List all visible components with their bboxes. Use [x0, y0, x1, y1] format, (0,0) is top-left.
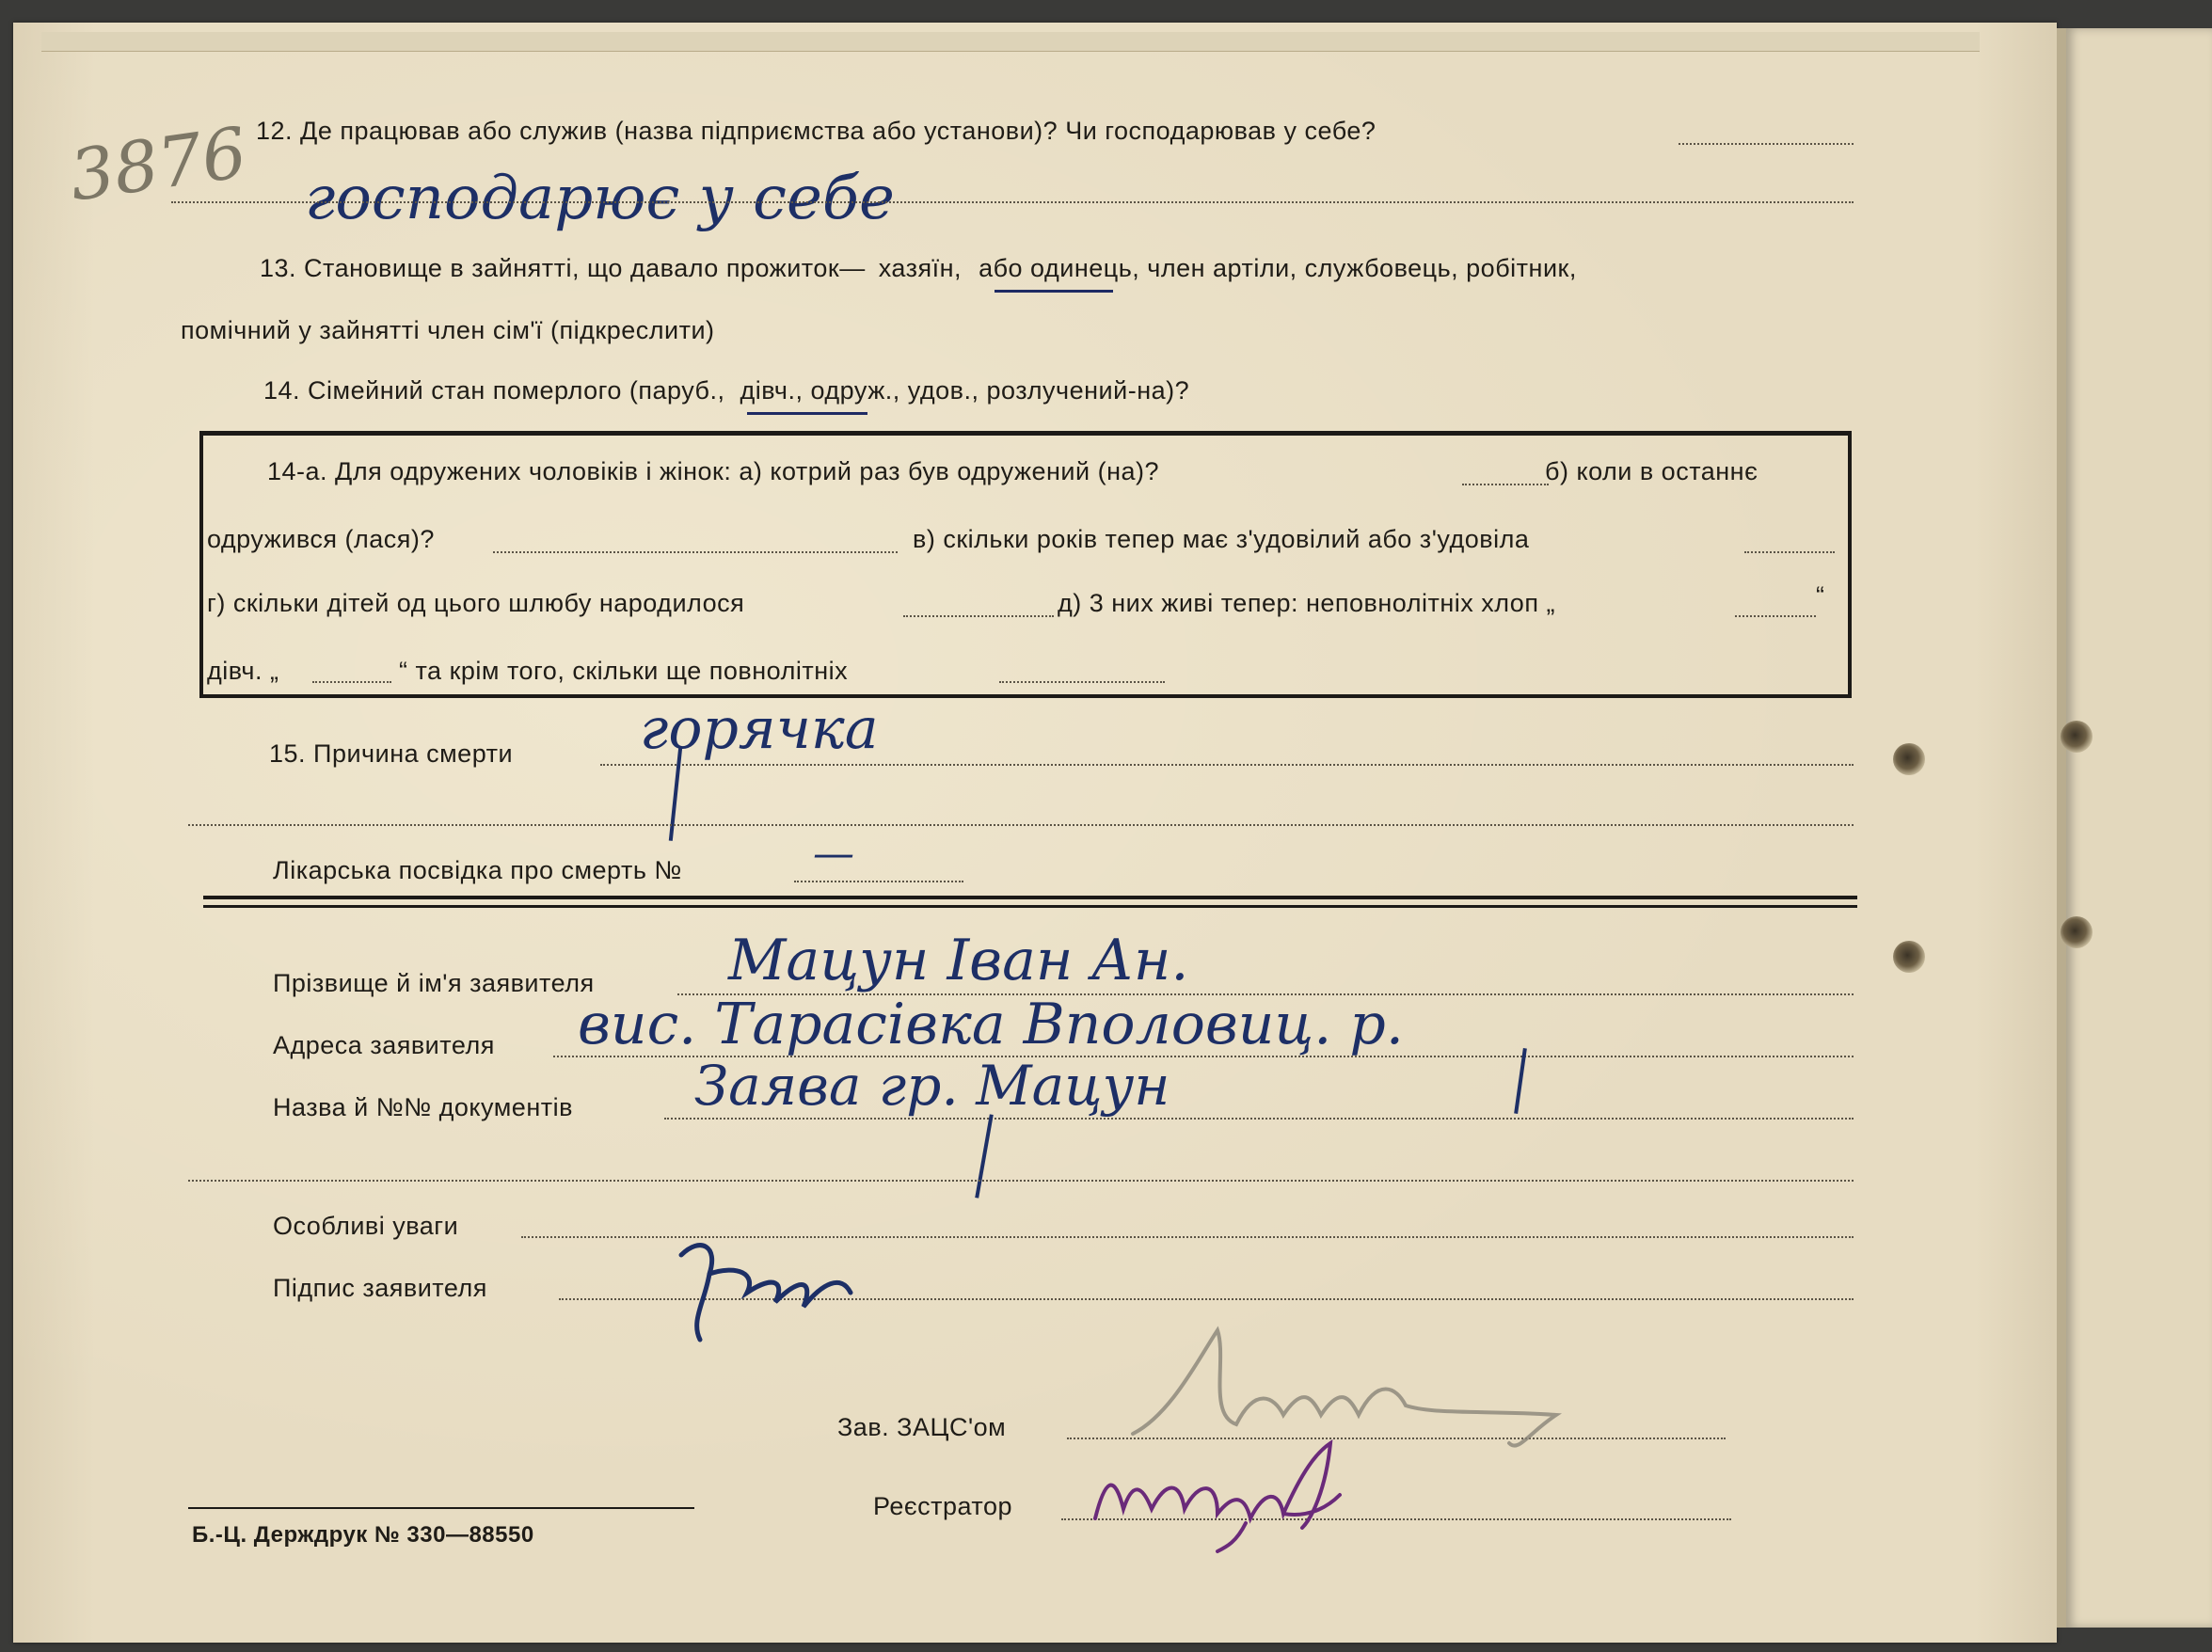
registrar-signature [1076, 1415, 1359, 1556]
applicant-docs-dots-2 [188, 1180, 1854, 1182]
medical-answer: — [813, 830, 854, 878]
archive-number: 3876 [64, 112, 252, 217]
applicant-docs-dots [664, 1118, 1854, 1120]
q12-dotted-line [1679, 143, 1854, 145]
section-rule-bottom [203, 905, 1857, 908]
q14-selected: паруб., [638, 376, 725, 405]
q12-dotted-line-2 [171, 201, 1854, 203]
q14a-line4-b: “ та крім того, скільки ще повнолітніх [399, 657, 849, 685]
q14a-line1-b: б) коли в останнє [1545, 457, 1758, 485]
q14-rest: дівч., одруж., удов., розлучений-на)? [740, 376, 1190, 405]
q14a-a-dots [1462, 484, 1549, 485]
q13-selected: хазяїн, [878, 254, 963, 282]
q14a-line1: 14-а. Для одружених чоловіків і жінок: а) котрий раз був одружений (на)? [267, 457, 1160, 485]
applicant-address-value: вис. Тарасівка Вполовиц. р. [578, 992, 1404, 1057]
address-stroke [1514, 1048, 1527, 1114]
applicant-address-label: Адреса заявителя [273, 1031, 495, 1059]
q15-dotted-line-2 [188, 824, 1854, 826]
q14a-girls-dots [312, 681, 391, 683]
q13-text: 13. Становище в зайнятті, що давало прожиток— [260, 254, 866, 282]
q12-label: 12. Де працював або служив (назва підприємства або установи)? Чи господарював у себе? [256, 117, 1377, 145]
q14a-b-dots [493, 551, 898, 553]
q15-answer: горячка [640, 696, 879, 762]
facing-hole-2 [2061, 916, 2093, 948]
applicant-docs-value: Заява гр. Мацун [694, 1054, 1170, 1118]
q14a-line3-c: “ [1816, 581, 1825, 610]
q13-underline [995, 290, 1113, 293]
q14a-boys-dots [1735, 615, 1816, 617]
section-rule-top [203, 896, 1857, 899]
medical-label: Лікарська посвідка про смерть № [273, 856, 682, 884]
applicant-signature [662, 1217, 869, 1358]
q14a-line2-a: одружився (лася)? [207, 525, 435, 553]
registrar-label: Реєстратор [873, 1492, 1013, 1520]
q15-dotted-line [600, 764, 1854, 766]
q14-prefix: 14. Сімейний стан померлого ( [263, 376, 639, 405]
docs-stroke [975, 1114, 994, 1198]
q14a-line3-a: г) скільки дітей од цього шлюбу народилося [207, 589, 745, 617]
form-page [13, 23, 2057, 1643]
q15-label: 15. Причина смерти [269, 739, 514, 768]
footer-rule [188, 1507, 694, 1509]
q14-label [263, 376, 1189, 405]
printer-info: Б.-Ц. Держдрук № 330—88550 [192, 1522, 534, 1548]
q14a-c-dots [1744, 551, 1835, 553]
notes-label: Особливі уваги [273, 1212, 459, 1240]
medical-dotted-line [794, 881, 963, 882]
q14-underline [747, 412, 867, 415]
q13-label-start [260, 254, 1577, 283]
q14a-adults-dots [999, 681, 1165, 683]
q13-line2: помічний у зайнятті член сім'ї (підкреслити) [181, 316, 715, 344]
binding-hole-1 [1893, 743, 1925, 775]
facing-page [2066, 28, 2212, 1628]
q14a-line2-b: в) скільки років тепер має з'удовілий або з'удовіла [913, 525, 1530, 553]
binding-hole-2 [1893, 941, 1925, 973]
page-top-edge [41, 32, 1980, 52]
applicant-docs-label: Назва й №№ документів [273, 1093, 573, 1121]
applicant-name-value: Мацун Іван Ан. [728, 928, 1189, 993]
applicant-name-label: Прізвище й ім'я заявителя [273, 969, 595, 997]
q13-text-rest: або одинець, член артіли, службовець, робітник, [979, 254, 1577, 282]
q12-answer: господарює у себе [305, 164, 895, 233]
signature-label: Підпис заявителя [273, 1274, 487, 1302]
q14a-line4-a: дівч. „ [207, 657, 279, 685]
facing-hole-1 [2061, 721, 2093, 753]
q14a-g-dots [903, 615, 1054, 617]
q14a-line3-b: д) 3 них живі тепер: неповнолітніх хлоп „ [1058, 589, 1555, 617]
head-label: Зав. ЗАЦС'ом [837, 1413, 1007, 1441]
